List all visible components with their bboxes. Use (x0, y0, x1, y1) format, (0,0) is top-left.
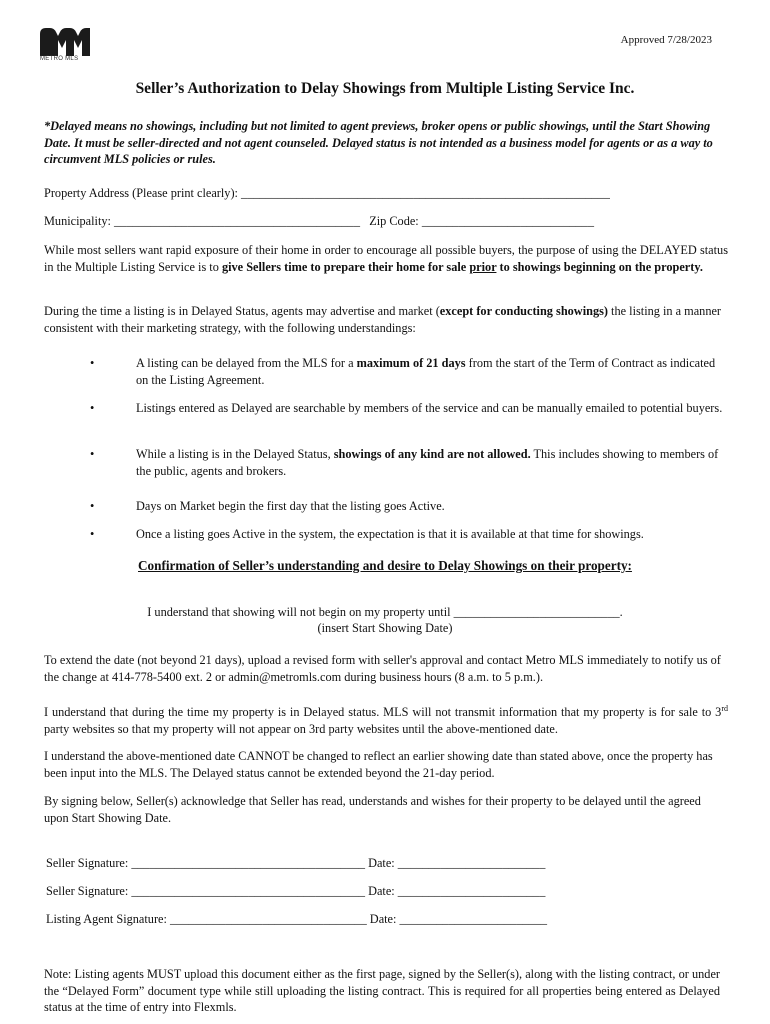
bullet-3-text-end: This includes showing to members of the public, agents and brokers. (136, 447, 719, 478)
bullet-2-text: Listings entered as Delayed are searchable by members of the service and can be manually emailed to potential buyers. (136, 401, 723, 415)
confirmation-heading: Confirmation of Seller’s understanding and desire to Delay Showings on their property: (138, 558, 632, 573)
bullet-1-bold: maximum of 21 days (356, 356, 466, 370)
signing-paragraph: By signing below, Seller(s) acknowledge that Seller has read, understands and wishes for their property to be delayed until the agreed upon Start Showing Date. (44, 794, 701, 825)
municipality-zip-row (44, 213, 728, 230)
during-text: During the time a listing is in Delayed Status, agents may advertise and market ( (44, 304, 440, 318)
bullet-3-text: While a listing is in the Delayed Status, (136, 447, 334, 461)
during-text-end: the listing in a manner consistent with their marketing strategy, with the following understandings: (44, 304, 722, 335)
footer-note: Note: Listing agents MUST upload this document either as the first page, signed by the Seller(s), along with the listing contract, or under the “Delayed Form” document type while still uploading the listing contract. This is required for all properties being entered as Delayed status at the time of entry into Flexmls. (44, 967, 720, 1014)
intro-bold-text-end: to showings beginning on the property. (496, 259, 703, 274)
bullet-icon: • (90, 401, 95, 415)
during-paragraph (44, 303, 728, 336)
bullet-icon: • (90, 447, 95, 461)
municipality-label: Municipality: (44, 214, 111, 228)
seller-signature-2-line[interactable]: Seller Signature: ______________________________________ Date: ________________________ (46, 884, 546, 898)
zip-code-blank[interactable]: ____________________________ (421, 214, 594, 228)
logo-mark-icon (40, 28, 90, 56)
bullet-4-text: Days on Market begin the first day that the listing goes Active. (136, 499, 445, 513)
intro-paragraph (44, 242, 728, 275)
third-party-text-end: party websites so that my property will not appear on 3rd party websites until the above-mentioned date. (44, 721, 558, 736)
bullet-icon: • (90, 499, 95, 513)
bullet-3-bold: showings of any kind are not allowed. (333, 447, 531, 461)
property-address-field[interactable] (44, 185, 728, 202)
listing-agent-signature-line[interactable]: Listing Agent Signature: ________________________________ Date: ________________________ (46, 912, 548, 926)
logo-text: METRO MLS (40, 56, 79, 62)
seller-signature-1-line[interactable]: Seller Signature: ______________________________________ Date: ________________________ (46, 856, 546, 870)
page-title: Seller’s Authorization to Delay Showings from Multiple Listing Service Inc. (135, 80, 635, 97)
third-party-paragraph (44, 701, 728, 737)
extend-paragraph: To extend the date (not beyond 21 days), upload a revised form with seller's approval and contact Metro MLS immediately to notify us of the change at 414-778-5400 ext. 2 or admin@metromls.com during business hours (8 a.m. to 5 p.m.). (44, 653, 721, 684)
approved-date: Approved 7/28/2023 (620, 34, 712, 46)
municipality-blank[interactable]: ________________________________________ (114, 214, 360, 228)
bullet-1-text: A listing can be delayed from the MLS for a (136, 356, 357, 370)
property-address-blank[interactable]: ____________________________________________________________ (241, 186, 610, 200)
bullet-5-text: Once a listing goes Active in the system, the expectation is that it is available at that time for showings. (136, 527, 644, 541)
zip-code-label: Zip Code: (369, 214, 419, 228)
third-party-superscript: rd (721, 704, 728, 713)
start-showing-date-label: (insert Start Showing Date) (317, 621, 453, 635)
intro-text: While most sellers want rapid exposure of their home in order to encourage all possible buyers, the purpose of using the DELAYED status in the Multiple Listing Service is to (44, 243, 728, 274)
intro-prior-text: prior (469, 259, 497, 274)
delayed-definition-note: *Delayed means no showings, including but not limited to agent previews, broker opens or public showings, until the Start Showing Date. It must be seller-directed and not agent counseled. Delayed status is not intended as a business model for agents or as a way to circumvent MLS policies or rules. (44, 119, 713, 166)
during-bold-text: except for conducting showings) (439, 304, 608, 318)
bullet-icon: • (90, 356, 95, 370)
start-showing-line[interactable]: I understand that showing will not begin on my property until ___________________________. (147, 605, 623, 619)
cannot-change-paragraph: I understand the above-mentioned date CANNOT be changed to reflect an earlier showing date than stated above, once the property has been input into the MLS. The Delayed status cannot be extended beyond the 21-day period. (44, 749, 713, 780)
third-party-text: I understand that during the time my property is in Delayed status. MLS will not transmit information that my property is for sale to 3 (44, 705, 722, 720)
intro-bold-text: give Sellers time to prepare their home for sale (221, 259, 470, 274)
metro-mls-logo (40, 28, 92, 64)
bullet-1-text-end: from the start of the Term of Contract as indicated on the Listing Agreement. (136, 356, 716, 387)
property-address-label: Property Address (Please print clearly): (44, 186, 238, 200)
bullet-icon: • (90, 527, 95, 541)
